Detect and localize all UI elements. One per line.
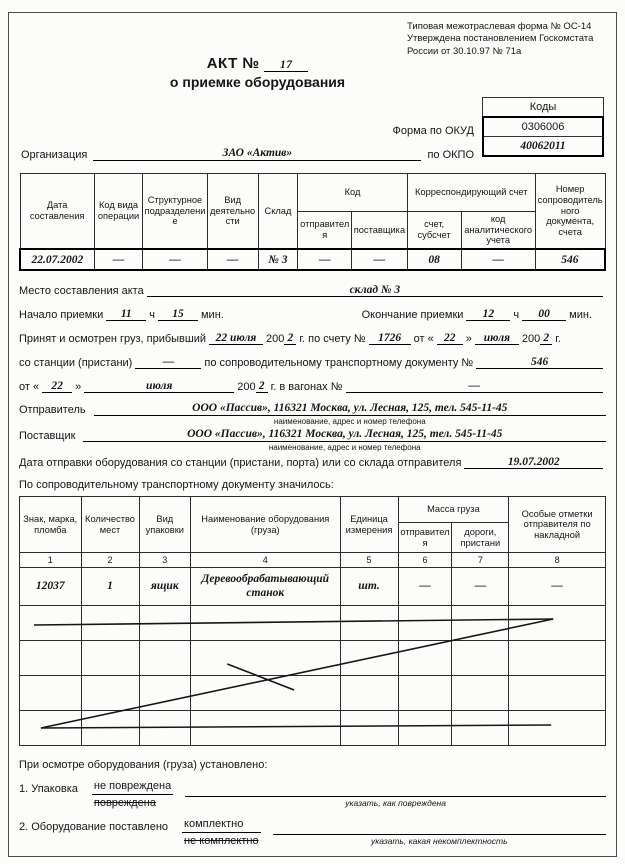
t1-header-date: Дата составления — [20, 174, 94, 250]
arrival-text: г. — [555, 333, 561, 346]
wagons-field: — — [346, 380, 603, 393]
okud-code-cell: 0306006 — [521, 121, 565, 133]
place-row — [19, 284, 606, 297]
start-hour-field: 11 — [106, 308, 146, 321]
t2-cell-mass-sender: — — [398, 568, 452, 606]
form-approval-note — [407, 21, 593, 58]
t1-header-analytic: код аналитического учета — [461, 212, 535, 250]
completeness-option-incomplete: не комплектно — [184, 835, 259, 848]
invoice-number-field: 1726 — [369, 332, 411, 345]
t1-header-code-sender: отправителя — [298, 212, 352, 250]
document-title — [79, 55, 436, 90]
codes-header: Коды — [482, 97, 604, 117]
cargo-table — [19, 496, 606, 746]
time-row — [19, 308, 606, 321]
t1-header-opcode: Код вида операции — [94, 174, 143, 250]
form-note-line: России от 30.10.97 № 71а — [407, 45, 522, 57]
arrival-text: » — [75, 381, 82, 394]
t1-cell-analytic: — — [461, 249, 535, 270]
arrival-text: г. в вагонах № — [270, 381, 343, 394]
form-sheet — [8, 12, 617, 857]
t2-header-name: Наименование оборудования (груза) — [191, 497, 340, 553]
arrival-line-2 — [19, 356, 606, 369]
station-field: — — [135, 356, 201, 369]
empty-row — [20, 711, 606, 746]
t2-colnum: 5 — [340, 553, 398, 568]
t2-cell-qty: 1 — [81, 568, 139, 606]
t1-header-subdivision: Структурное подразделение — [143, 174, 207, 250]
empty-row — [20, 676, 606, 711]
supplier-label: Поставщик — [19, 430, 76, 443]
requisites-table — [19, 173, 606, 271]
t2-header-mass-road: дороги, пристани — [452, 523, 509, 553]
hour-unit: ч — [149, 309, 155, 322]
sender-row — [19, 402, 606, 426]
month-field: июля — [84, 380, 234, 393]
t1-cell-code-sender: — — [298, 249, 352, 270]
arrival-line-1 — [19, 332, 606, 345]
arrival-text: г. по счету № — [299, 333, 366, 346]
supplier-row — [19, 428, 606, 452]
year-field: 2 — [256, 380, 268, 393]
arrival-text: » — [465, 333, 472, 346]
title-line — [79, 55, 436, 72]
t2-header-notes: Особые отметки отправителя по накладной — [509, 497, 606, 553]
t1-header-account: счет, субсчет — [407, 212, 461, 250]
t1-cell-docnum: 546 — [535, 249, 605, 270]
packing-label: 1. Упаковка — [19, 783, 78, 796]
inspection-title: При осмотре оборудования (груза) установлено: — [19, 759, 268, 772]
t1-cell-subdivision: — — [143, 249, 207, 270]
end-minute-field: 00 — [522, 308, 566, 321]
place-field: склад № 3 — [147, 284, 603, 297]
t1-cell-date: 22.07.2002 — [20, 249, 94, 270]
start-time-label: Начало приемки — [19, 309, 104, 322]
hour-unit: ч — [513, 309, 520, 322]
okpo-label: по ОКПО — [427, 149, 474, 161]
start-minute-field: 15 — [158, 308, 198, 321]
completeness-option-complete: комплектно — [182, 818, 261, 833]
organization-field: ЗАО «Актив» — [93, 147, 421, 161]
t2-cell-pack: ящик — [139, 568, 191, 606]
cargo-table-wrap — [19, 496, 606, 746]
t2-colnum: 6 — [398, 553, 452, 568]
completeness-blank-line — [273, 818, 606, 835]
t2-colnum: 4 — [191, 553, 340, 568]
t2-header-mark: Знак, марка, пломба — [20, 497, 82, 553]
completeness-options — [182, 818, 261, 847]
sender-field: ООО «Пассив», 116321 Москва, ул. Лесная, 125, тел. 545-11-45 — [94, 402, 606, 416]
t2-header-mass: Масса груза — [398, 497, 509, 523]
completeness-label: 2. Оборудование поставлено — [19, 821, 169, 834]
t1-header-warehouse: Склад — [258, 174, 298, 250]
shipdate-row — [19, 456, 606, 469]
t1-cell-opcode: — — [94, 249, 143, 270]
cargo-table-title: По сопроводительному транспортному документу значилось: — [19, 479, 334, 492]
organization-label: Организация — [21, 149, 88, 161]
okpo-code-cell: 40062011 — [484, 136, 602, 155]
day-field: 22 — [42, 380, 72, 393]
end-hour-field: 12 — [466, 308, 510, 321]
packing-blank-line — [185, 780, 606, 797]
packing-fill — [185, 780, 606, 808]
supplier-caption: наименование, адрес и номер телефона — [268, 443, 421, 453]
okud-label: Форма по ОКУД — [392, 125, 474, 137]
arrival-text: Принят и осмотрен груз, прибывший — [19, 333, 206, 346]
arrival-text: от « — [413, 333, 434, 346]
codes-box — [482, 97, 604, 157]
organization-row — [21, 147, 474, 161]
t1-header-activity: Вид деятельности — [207, 174, 258, 250]
t1-cell-code-supplier: — — [352, 249, 408, 270]
t2-colnum: 8 — [509, 553, 606, 568]
arrival-text: 200 — [237, 381, 256, 394]
day-field: 22 — [437, 332, 463, 345]
t1-cell-warehouse: № 3 — [258, 249, 298, 270]
t2-colnum: 7 — [452, 553, 509, 568]
t1-cell-activity: — — [207, 249, 258, 270]
codes-values — [482, 116, 604, 157]
supplier-fill — [83, 428, 606, 452]
t2-colnum: 1 — [20, 553, 82, 568]
t1-header-corr-account: Корреспондирующий счет — [407, 174, 535, 212]
form-note-line: Утверждена постановлением Госкомстата — [407, 33, 594, 45]
act-number-field: 17 — [264, 59, 308, 72]
t1-header-docnum: Номер сопроводительного документа, счета — [535, 174, 605, 250]
arrival-text: со станции (пристани) — [19, 357, 133, 370]
t2-cell-unit: шт. — [340, 568, 398, 606]
t2-cell-name: Деревообрабатывающий станок — [191, 568, 340, 606]
arrival-text: от « — [19, 381, 40, 394]
packing-option-intact: не повреждена — [92, 780, 173, 795]
packing-option-damaged: повреждена — [93, 797, 156, 810]
empty-row — [20, 641, 606, 676]
place-label: Место составления акта — [19, 285, 144, 298]
t2-colnum: 2 — [81, 553, 139, 568]
sender-label: Отправитель — [19, 404, 86, 417]
form-header — [19, 13, 606, 171]
packing-options — [92, 780, 173, 809]
completeness-fill — [273, 818, 606, 846]
arrival-text: по сопроводительному транспортному документу № — [204, 357, 474, 370]
supplier-field: ООО «Пассив», 116321 Москва, ул. Лесная, 125, тел. 545-11-45 — [83, 428, 606, 442]
packing-row — [19, 780, 606, 809]
year-field: 2 — [284, 332, 296, 345]
t2-header-qty: Количество мест — [81, 497, 139, 553]
transport-doc-field: 546 — [476, 356, 603, 369]
year-field: 2 — [540, 332, 552, 345]
title-subtitle: о приемке оборудования — [169, 74, 346, 90]
arrival-text: 200 — [266, 333, 285, 346]
form-note-line: Типовая межотраслевая форма № ОС-14 — [407, 21, 592, 32]
t1-header-code: Код — [298, 174, 407, 212]
t2-header-mass-sender: отправителя — [398, 523, 452, 553]
t2-cell-mark: 12037 — [20, 568, 82, 606]
t2-colnum: 3 — [139, 553, 191, 568]
sender-fill — [94, 402, 606, 426]
packing-caption: указать, как повреждена — [345, 798, 446, 809]
month-field: июля — [475, 332, 519, 345]
t2-header-unit: Единица измерения — [340, 497, 398, 553]
arrival-line-3 — [19, 380, 606, 393]
t2-header-pack: Вид упаковки — [139, 497, 191, 553]
t2-cell-notes: — — [509, 568, 606, 606]
sender-caption: наименование, адрес и номер телефона — [273, 417, 426, 427]
end-time-label: Окончание приемки — [361, 309, 464, 322]
t2-cell-mass-road: — — [452, 568, 509, 606]
start-time-group — [19, 308, 224, 321]
minute-unit: мин. — [200, 309, 224, 322]
t1-cell-account: 08 — [407, 249, 461, 270]
shipdate-label: Дата отправки оборудования со станции (пристани, порта) или со склада отправителя — [19, 457, 462, 470]
completeness-caption: указать, какая некомплектность — [370, 836, 508, 847]
arrival-text: 200 — [521, 333, 541, 346]
t1-header-code-supplier: поставщика — [352, 212, 408, 250]
completeness-row — [19, 818, 606, 847]
arrival-date-field: 22 июля — [209, 332, 263, 345]
end-time-group — [362, 308, 592, 321]
title-prefix: АКТ № — [206, 55, 260, 72]
empty-row — [20, 606, 606, 641]
minute-unit: мин. — [569, 309, 592, 322]
shipdate-field: 19.07.2002 — [464, 456, 603, 469]
